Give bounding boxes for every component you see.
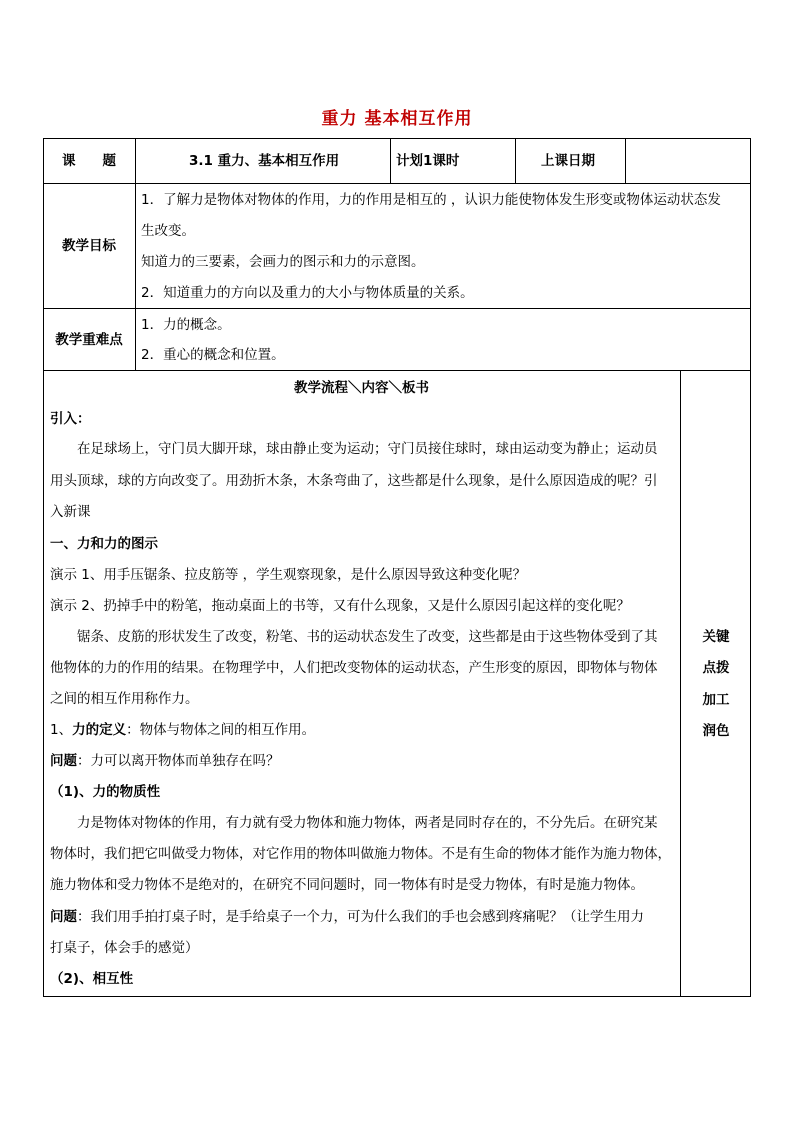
demo-line: 演示 1、用手压锯条、拉皮筋等 ，学生观察现象，是什么原因导致这种变化呢？ [50, 567, 527, 583]
definition-text: ：物体与物体之间的相互作用。 [126, 722, 316, 738]
subsection-heading: （2)、相互性 [50, 971, 134, 987]
key-points-label: 教学重难点 [55, 332, 123, 348]
objective-line: 生改变。 [141, 223, 195, 239]
objectives-label: 教学目标 [62, 238, 116, 254]
subsection-heading: （1)、力的物质性 [50, 784, 161, 800]
paragraph-line: 施力物体和受力物体不是绝对的，在研究不同问题时，同一物体有时是受力物体，有时是施力物体。 [50, 877, 644, 893]
plan-hours: 计划1课时 [396, 153, 460, 169]
col-divider [625, 138, 626, 183]
paragraph-line: 物体时，我们把它叫做受力物体，对它作用的物体叫做施力物体。不是有生命的物体才能作为施力物体， [50, 846, 671, 862]
objective-line: 2．知道重力的方向以及重力的大小与物体质量的关系。 [141, 285, 474, 301]
col-divider [680, 370, 681, 997]
side-label: 加工 [702, 692, 730, 708]
row-divider [43, 308, 751, 309]
col-divider [390, 138, 391, 183]
paragraph-line: 锯条、皮筋的形状发生了改变，粉笔、书的运动状态发生了改变，这些都是由于这些物体受到了其 [77, 629, 658, 645]
paragraph-line: 之间的相互作用称作力。 [50, 691, 199, 707]
question-line [50, 908, 644, 926]
key-point-line: 2．重心的概念和位置。 [141, 347, 285, 363]
course-value: 3.1 重力、基本相互作用 [189, 153, 340, 169]
section-heading: 一、力和力的图示 [50, 536, 158, 552]
question-label: 问题 [50, 753, 77, 769]
question-text: ：力可以离开物体而单独存在吗？ [77, 753, 280, 769]
paragraph-line: 力是物体对物体的作用，有力就有受力物体和施力物体，两者是同时存在的，不分先后。在研究某 [77, 815, 658, 831]
key-point-line: 1．力的概念。 [141, 317, 231, 333]
definition-label: 力的定义 [72, 722, 127, 738]
demo-line: 演示 2、扔掉手中的粉笔，拖动桌面上的书等，又有什么现象，又是什么原因引起这样的变化呢？ [50, 598, 630, 614]
intro-line: 在足球场上，守门员大脚开球，球由静止变为运动；守门员接住球时，球由运动变为静止；运动员 [77, 441, 658, 457]
question-text: ：我们用手拍打桌子时，是手给桌子一个力，可为什么我们的手也会感到疼痛呢？（让学生用力 [77, 909, 644, 925]
date-label: 上课日期 [541, 153, 595, 169]
definition-prefix: 1、 [50, 722, 73, 738]
row-divider [43, 183, 751, 184]
question-line [50, 752, 280, 770]
intro-label: 引入： [50, 411, 91, 427]
flow-header: 教学流程＼内容＼板书 [294, 380, 429, 396]
side-label: 润色 [702, 723, 730, 739]
question-continuation: 打桌子，体会手的感觉） [50, 940, 199, 956]
objective-line: 知道力的三要素，会画力的图示和力的示意图。 [141, 254, 425, 270]
paragraph-line: 他物体的力的作用的结果。在物理学中，人们把改变物体的运动状态，产生形变的原因，即物体与物体 [50, 660, 658, 676]
side-label: 点拨 [702, 660, 730, 676]
side-label: 关键 [702, 629, 730, 645]
question-label: 问题 [50, 909, 77, 925]
page-title: 重力 基本相互作用 [321, 109, 473, 129]
intro-line: 入新课 [50, 504, 91, 520]
col-divider [135, 138, 136, 371]
definition-line [50, 721, 315, 739]
course-label: 课 题 [62, 153, 116, 169]
objective-line: 1．了解力是物体对物体的作用，力的作用是相互的 ，认识力能使物体发生形变或物体运动状态发 [141, 192, 721, 208]
intro-line: 用头顶球，球的方向改变了。用劲折木条，木条弯曲了，这些都是什么现象，是什么原因造成的呢？引 [50, 473, 658, 489]
flow-table [43, 370, 751, 997]
col-divider [515, 138, 516, 183]
